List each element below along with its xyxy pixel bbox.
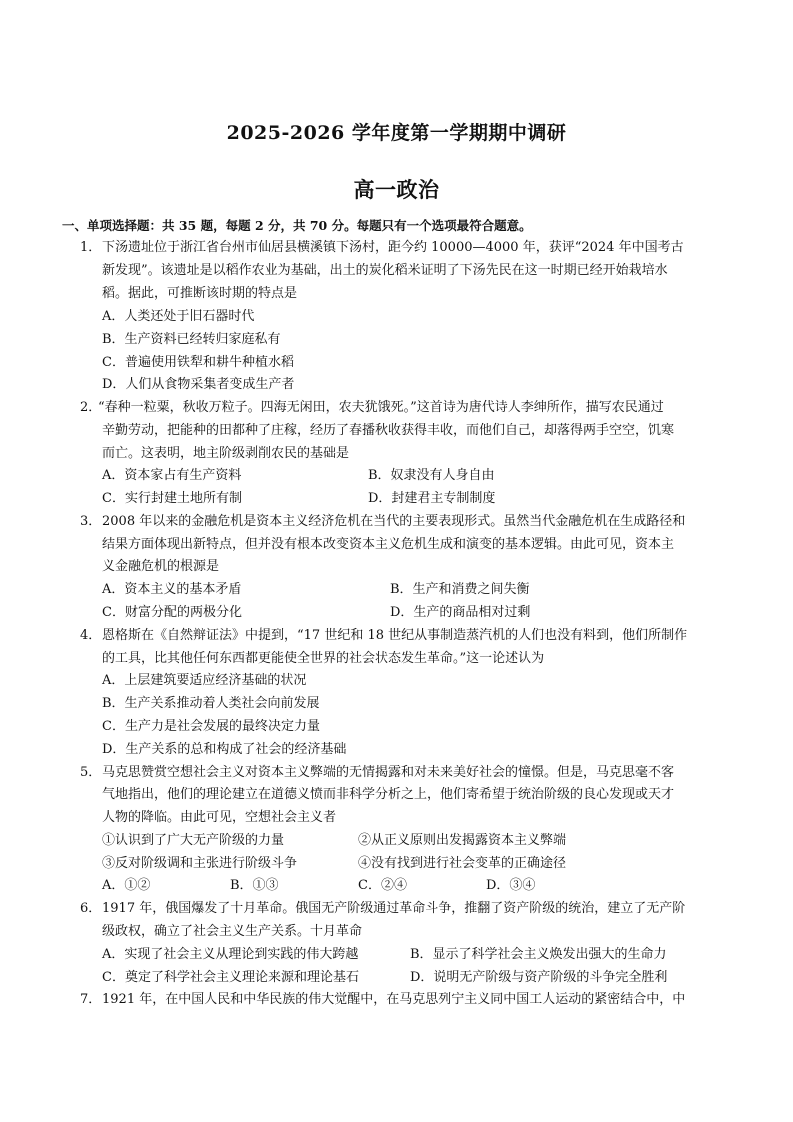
question-stem-line: 稻。据此，可推断该时期的特点是 [102,286,298,301]
question-stem-line: 级政权，确立了社会主义生产关系。十月革命 [102,924,363,939]
question-stem-line: 结果方面体现出新特点，但并没有根本改变资本主义危机生成和演变的基本逻辑。由此可见，资本主 [102,537,675,552]
option-d: D．说明无产阶级与资产阶级的斗争完全胜利 [410,970,668,985]
question-stem-line: 而亡。这表明，地主阶级剥削农民的基础是 [102,446,350,461]
question-stem-line: 马克思赞赏空想社会主义对资本主义弊端的无情揭露和对未来美好社会的憧憬。但是，马克思毫不客 [102,765,675,780]
option-b: B．显示了科学社会主义焕发出强大的生命力 [410,947,667,962]
question-stem-line: 1921 年，在中国人民和中华民族的伟大觉醒中，在马克思列宁主义同中国工人运动的紧密结合中，中 [102,992,686,1007]
option-a: A．上层建筑要适应经济基础的状况 [102,673,307,688]
option-b: B．生产和消费之间失衡 [390,582,530,597]
question-number: 5． [80,765,102,780]
option-a: A．人类还处于旧石器时代 [102,309,255,324]
option-c: C．财富分配的两极分化 [102,605,242,620]
question-stem-line: 2008 年以来的金融危机是资本主义经济危机在当代的主要表现形式。虽然当代金融危机在生成路径和 [102,514,686,529]
page-title: 2025-2026 学年度第一学期期中调研 [226,122,567,144]
question-stem-line: 新发现”。该遗址是以稻作农业为基础，出土的炭化稻米证明了下汤先民在这一时期已经开始栽培水 [102,263,668,278]
statement-1: ①认识到了广大无产阶级的力量 [102,833,285,848]
option-d: D．封建君主专制制度 [368,491,496,506]
option-b: B．生产关系推动着人类社会向前发展 [102,696,320,711]
option-a: A．资本家占有生产资料 [102,468,242,483]
question-stem-line: 义金融危机的根源是 [102,559,220,574]
question-stem-line: 1917 年，俄国爆发了十月革命。俄国无产阶级通过革命斗争，推翻了资产阶级的统治，建立了无产阶 [102,901,686,916]
option-b: B．①③ [230,878,279,893]
option-d: D．生产关系的总和构成了社会的经济基础 [102,742,347,757]
question-number: 4． [80,628,102,643]
section-heading: 一、单项选择题：共 35 题，每题 2 分，共 70 分。每题只有一个选项最符合题意。 [62,218,532,233]
option-d: D．人们从食物采集者变成生产者 [102,377,295,392]
option-c: C．②④ [358,878,407,893]
question-stem-line: 的工具，比其他任何东西都更能使全世界的社会状态发生革命。”这一论述认为 [102,651,545,666]
question-stem-line: 人物的降临。由此可见，空想社会主义者 [102,810,337,825]
option-c: C．实行封建土地所有制 [102,491,242,506]
question-number: 1． [80,240,102,255]
option-a: A．资本主义的基本矛盾 [102,582,242,597]
option-c: C．普遍使用铁犁和耕牛种植水稻 [102,355,294,370]
option-c: C．奠定了科学社会主义理论来源和理论基石 [102,970,359,985]
question-stem-line: 下汤遗址位于浙江省台州市仙居县横溪镇下汤村，距今约 10000—4000 年，获评“2024 年中国考古 [102,240,684,255]
option-c: C．生产力是社会发展的最终决定力量 [102,719,320,734]
option-d: D．③④ [486,878,536,893]
option-d: D．生产的商品相对过剩 [390,605,531,620]
question-number: 2． [80,400,102,415]
question-number: 6． [80,901,102,916]
statement-2: ②从正义原则出发揭露资本主义弊端 [358,833,567,848]
question-stem-line: 辛勤劳动，把能种的田都种了庄稼，经历了春播秋收获得丰收，而他们自己，却落得两手空空，饥寒 [102,423,675,438]
question-stem-line: 气地指出，他们的理论建立在道德义愤而非科学分析之上，他们寄希望于统治阶级的良心发现或天才 [102,787,675,802]
question-number: 3． [80,514,102,529]
question-stem-line: “春种一粒粟，秋收万粒子。四海无闲田，农夫犹饿死。”这首诗为唐代诗人李绅所作，描写农民通过 [98,400,664,415]
statement-4: ④没有找到进行社会变革的正确途径 [358,856,567,871]
option-a: A．实现了社会主义从理论到实践的伟大跨越 [102,947,359,962]
statement-3: ③反对阶级调和主张进行阶级斗争 [102,856,298,871]
option-b: B．生产资料已经转归家庭私有 [102,332,281,347]
option-b: B．奴隶没有人身自由 [368,468,495,483]
subject-title: 高一政治 [353,177,440,202]
question-stem-line: 恩格斯在《自然辩证法》中提到，“17 世纪和 18 世纪从事制造蒸汽机的人们也没有料到，他们所制作 [102,628,688,643]
question-number: 7． [80,992,102,1007]
option-a: A．①② [102,878,151,893]
